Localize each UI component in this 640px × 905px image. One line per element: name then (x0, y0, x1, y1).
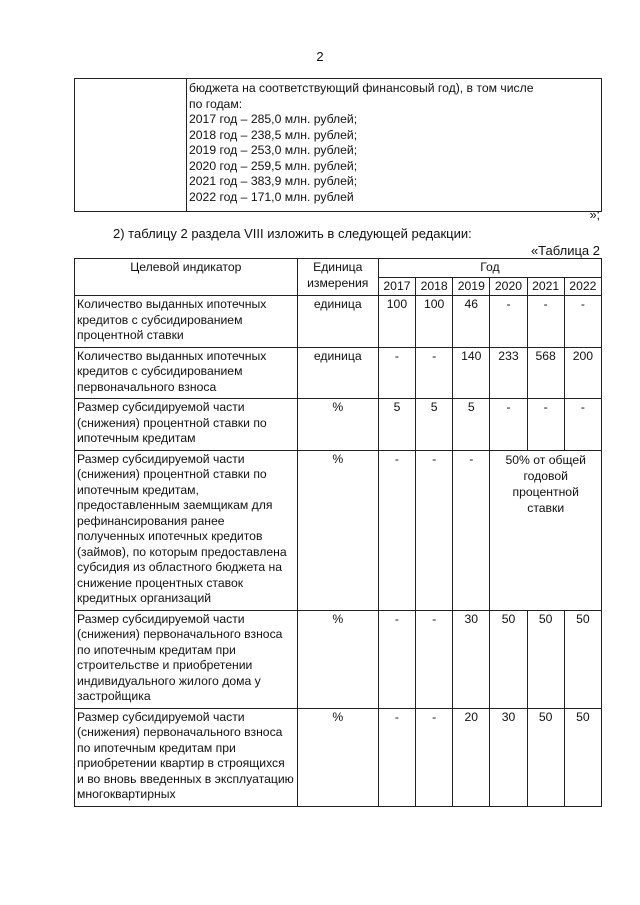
text-line: 2019 год – 253,0 млн. рублей; (189, 143, 358, 157)
unit-cell: единица (297, 296, 378, 348)
unit-cell: % (297, 610, 378, 708)
unit-cell: % (297, 708, 378, 806)
text-line: 2020 год – 259,5 млн. рублей; (189, 158, 358, 173)
unit-cell: единица (297, 347, 378, 399)
indicator-cell: Размер субсидируемой части (снижения) процентной ставки по ипотечным кредитам (75, 399, 298, 451)
text-line: бюджета на соответствующий финансовый год), в том числе (189, 81, 534, 95)
value-cell: 50 (527, 708, 564, 806)
unit-cell: % (297, 399, 378, 451)
indicator-cell: Размер субсидируемой части (снижения) процентной ставки по ипотечным кредитам, предоставленным заемщикам для рефинансирования ранее полученных ипотечных кредитов (займов), по которым предоставлена субсидия из областного бюджета на снижение процентных ставок кредитных организаций (75, 450, 298, 610)
value-cell: - (416, 347, 453, 399)
value-cell: 140 (453, 347, 490, 399)
indicator-cell: Количество выданных ипотечных кредитов с субсидированием процентной ставки (75, 296, 298, 348)
closing-quote: »; (589, 208, 600, 222)
indicators-table (74, 258, 602, 807)
value-cell: - (564, 296, 601, 348)
indicator-cell: Количество выданных ипотечных кредитов с субсидированием первоначального взноса (75, 347, 298, 399)
header-row (75, 259, 602, 278)
value-cell: - (378, 450, 415, 610)
header-year-group: Год (378, 259, 601, 278)
header-year: 2018 (416, 277, 453, 296)
value-cell: 5 (453, 399, 490, 451)
value-cell: 100 (378, 296, 415, 348)
table-row (75, 347, 602, 399)
value-cell: - (527, 399, 564, 451)
value-cell: 200 (564, 347, 601, 399)
value-cell: 46 (453, 296, 490, 348)
header-year: 2020 (490, 277, 527, 296)
value-cell: 50 (490, 610, 527, 708)
value-cell: - (490, 399, 527, 451)
header-year: 2021 (527, 277, 564, 296)
indicator-cell: Размер субсидируемой части (снижения) первоначального взноса по ипотечным кредитам при приобретении квартир в строящихся и во вновь введенных в эксплуатацию многоквартирных (75, 708, 298, 806)
value-cell: - (490, 296, 527, 348)
value-cell: - (527, 296, 564, 348)
value-cell: 30 (490, 708, 527, 806)
text-line: 2017 год – 285,0 млн. рублей; (189, 112, 358, 126)
header-year: 2022 (564, 277, 601, 296)
page-number: 2 (316, 49, 324, 64)
value-cell: - (564, 399, 601, 451)
value-cell: - (416, 708, 453, 806)
value-cell: 100 (416, 296, 453, 348)
header-unit: Единица измерения (297, 259, 378, 296)
value-cell: - (453, 450, 490, 610)
value-cell: 5 (416, 399, 453, 451)
table-row (75, 399, 602, 451)
funding-text-cell (187, 79, 602, 212)
value-cell: 30 (453, 610, 490, 708)
text-line: 2022 год – 171,0 млн. рублей (189, 189, 354, 204)
table-row (75, 450, 602, 610)
value-cell: 568 (527, 347, 564, 399)
text-line: 2018 год – 238,5 млн. рублей; (189, 127, 358, 142)
funding-continuation-table (74, 78, 602, 212)
unit-cell: % (297, 450, 378, 610)
value-cell: - (378, 708, 415, 806)
table-label: «Таблица 2 (530, 243, 600, 258)
table-row (75, 610, 602, 708)
intro-paragraph: 2) таблицу 2 раздела VIII изложить в следующей редакции: (113, 226, 472, 241)
empty-cell (75, 79, 187, 212)
header-indicator: Целевой индикатор (75, 259, 298, 296)
value-cell: 5 (378, 399, 415, 451)
merged-value-cell: 50% от общей годовой процентной ставки (490, 450, 602, 610)
text-line: 2021 год – 383,9 млн. рублей; (189, 174, 358, 188)
value-cell: - (416, 610, 453, 708)
indicator-cell: Размер субсидируемой части (снижения) первоначального взноса по ипотечным кредитам при строительстве и приобретении индивидуального жилого дома у застройщика (75, 610, 298, 708)
value-cell: - (378, 347, 415, 399)
table-row (75, 708, 602, 806)
table-row (75, 296, 602, 348)
text-line: по годам: (189, 96, 243, 111)
value-cell: - (416, 450, 453, 610)
value-cell: 233 (490, 347, 527, 399)
header-year: 2019 (453, 277, 490, 296)
header-year: 2017 (378, 277, 415, 296)
value-cell: - (378, 610, 415, 708)
value-cell: 50 (527, 610, 564, 708)
value-cell: 50 (564, 610, 601, 708)
value-cell: 50 (564, 708, 601, 806)
value-cell: 20 (453, 708, 490, 806)
